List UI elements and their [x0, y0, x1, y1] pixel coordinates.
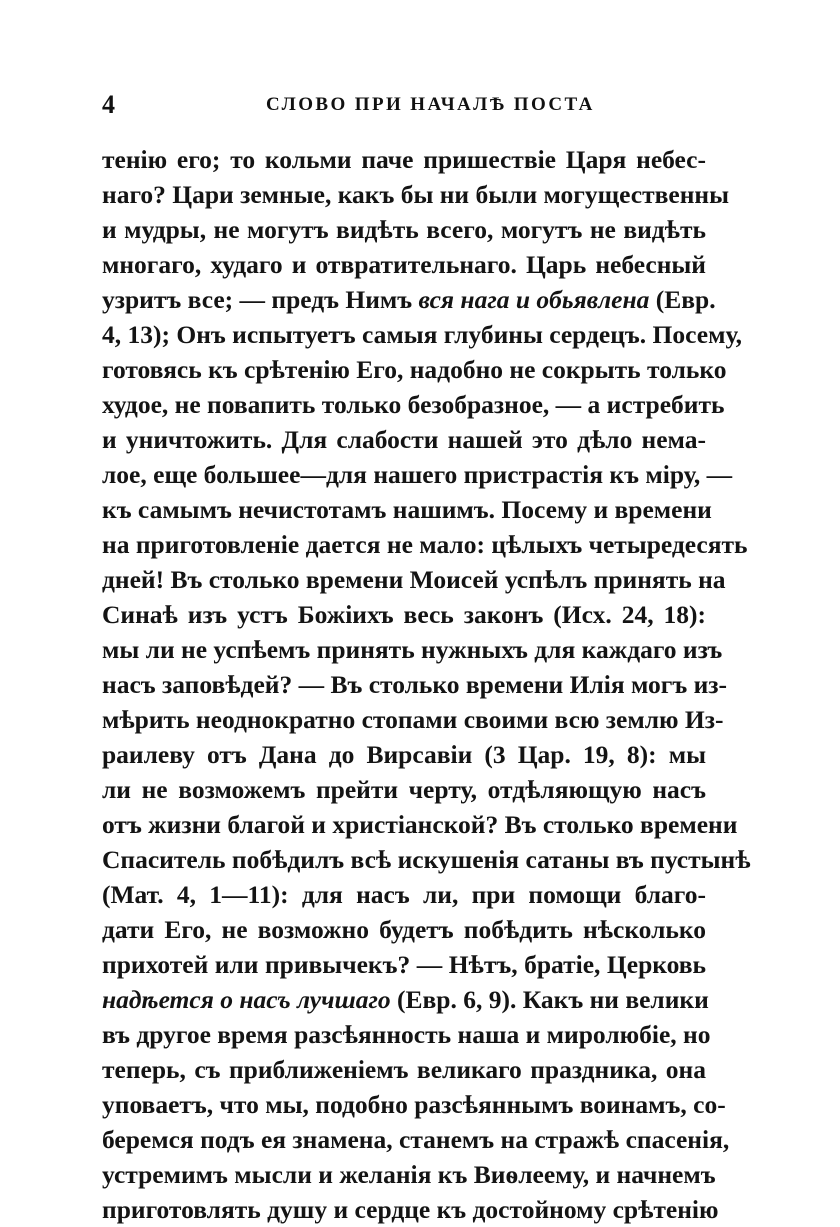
text-line — [102, 562, 726, 597]
text-segment: мы ли не успѣемъ принять нужныхъ для каждаго изъ — [102, 635, 723, 664]
text-segment: раилеву отъ Дана до Вирсавіи (3 Цар. 19, 8): мы — [102, 740, 706, 769]
text-segment: лое, еще большее—для нашего пристрастія къ міру, — — [102, 460, 733, 489]
text-segment: тенію его; то кольми паче пришествіе Царя небес- — [102, 145, 706, 174]
text-line — [102, 247, 706, 282]
text-line — [102, 1122, 730, 1157]
text-line — [102, 1157, 716, 1192]
text-segment: 4, 13); Онъ испытуетъ самыя глубины сердецъ. Посему, — [102, 320, 743, 349]
text-segment: уповаетъ, что мы, подобно разсѣяннымъ воинамъ, со- — [102, 1090, 726, 1119]
body-text — [102, 142, 751, 1227]
text-line — [102, 387, 725, 422]
text-line — [102, 737, 706, 772]
text-segment: узритъ все; — предъ Нимъ — [102, 285, 419, 314]
text-segment: готовясь къ срѣтенію Его, надобно не сокрыть только — [102, 355, 727, 384]
text-segment: ли не возможемъ прейти черту, отдѣляющую насъ — [102, 775, 706, 804]
text-segment: приготовлять душу и сердце къ достойному срѣтенію — [102, 1195, 719, 1224]
text-segment: Синаѣ изъ устъ Божіихъ весь законъ (Исх. 24, 18): — [102, 600, 706, 629]
italic-quote: вся нага и обьявлена — [418, 285, 650, 314]
text-segment: мѣрить неоднократно стопами своими всю землю Из- — [102, 705, 724, 734]
text-line — [102, 1192, 719, 1227]
text-line — [102, 317, 743, 352]
text-line — [102, 177, 730, 212]
text-line — [102, 807, 738, 842]
text-line — [102, 492, 712, 527]
page-number: 4 — [102, 90, 115, 119]
text-line — [102, 142, 706, 177]
text-segment: насъ заповѣдей? — Въ столько времени Илія могъ из- — [102, 670, 728, 699]
text-line — [102, 457, 733, 492]
text-line — [102, 1087, 726, 1122]
page-header — [102, 84, 714, 124]
text-line — [102, 912, 706, 947]
text-line — [102, 702, 724, 737]
text-segment: на приготовленіе дается не мало: цѣлыхъ четыредесять — [102, 530, 748, 559]
text-segment: къ самымъ нечистотамъ нашимъ. Посему и времени — [102, 495, 712, 524]
text-line — [102, 842, 751, 877]
text-segment: (Мат. 4, 1—11): для насъ ли, при помощи благо- — [102, 880, 706, 909]
text-segment: устремимъ мысли и желанія къ Виѳлеему, и начнемъ — [102, 1160, 716, 1189]
text-segment: и уничтожить. Для слабости нашей это дѣло нема- — [102, 425, 706, 454]
text-segment: наго? Цари земные, какъ бы ни были могущественны — [102, 180, 730, 209]
text-line — [102, 212, 706, 247]
text-segment: беремся подъ ея знамена, станемъ на стражѣ спасенія, — [102, 1125, 730, 1154]
text-segment: и мудры, не могутъ видѣть всего, могутъ не видѣть — [102, 215, 706, 244]
italic-quote: надѣется о насъ лучшаго — [102, 985, 391, 1014]
text-segment: многаго, худаго и отвратительнаго. Царь небесный — [102, 250, 706, 279]
running-title: СЛОВО ПРИ НАЧАЛѢ ПОСТА — [266, 94, 595, 115]
text-segment: (Евр. — [649, 285, 716, 314]
text-line — [102, 352, 727, 387]
text-line — [102, 667, 728, 702]
text-segment: худое, не повапить только безобразное, — а истребить — [102, 390, 725, 419]
text-line — [102, 877, 706, 912]
text-segment: отъ жизни благой и христіанской? Въ столько времени — [102, 810, 738, 839]
text-segment: дати Его, не возможно будетъ побѣдить нѣсколько — [102, 915, 706, 944]
text-segment: (Евр. 6, 9). Какъ ни велики — [390, 985, 709, 1014]
text-line — [102, 1017, 711, 1052]
text-line — [102, 527, 748, 562]
text-line — [102, 282, 716, 317]
text-segment: дней! Въ столько времени Моисей успѣлъ принять на — [102, 565, 726, 594]
text-segment: Спаситель побѣдилъ всѣ искушенія сатаны въ пустынѣ — [102, 845, 751, 874]
text-line — [102, 1052, 706, 1087]
text-segment: прихотей или привычекъ? — Нѣтъ, братіе, Церковь — [102, 950, 706, 979]
text-line — [102, 982, 709, 1017]
text-segment: въ другое время разсѣянность наша и миролюбіе, но — [102, 1020, 711, 1049]
text-line — [102, 597, 706, 632]
text-segment: теперь, съ приближеніемъ великаго праздника, она — [102, 1055, 706, 1084]
text-line — [102, 772, 706, 807]
text-line — [102, 632, 723, 667]
text-line — [102, 947, 706, 982]
text-line — [102, 422, 706, 457]
